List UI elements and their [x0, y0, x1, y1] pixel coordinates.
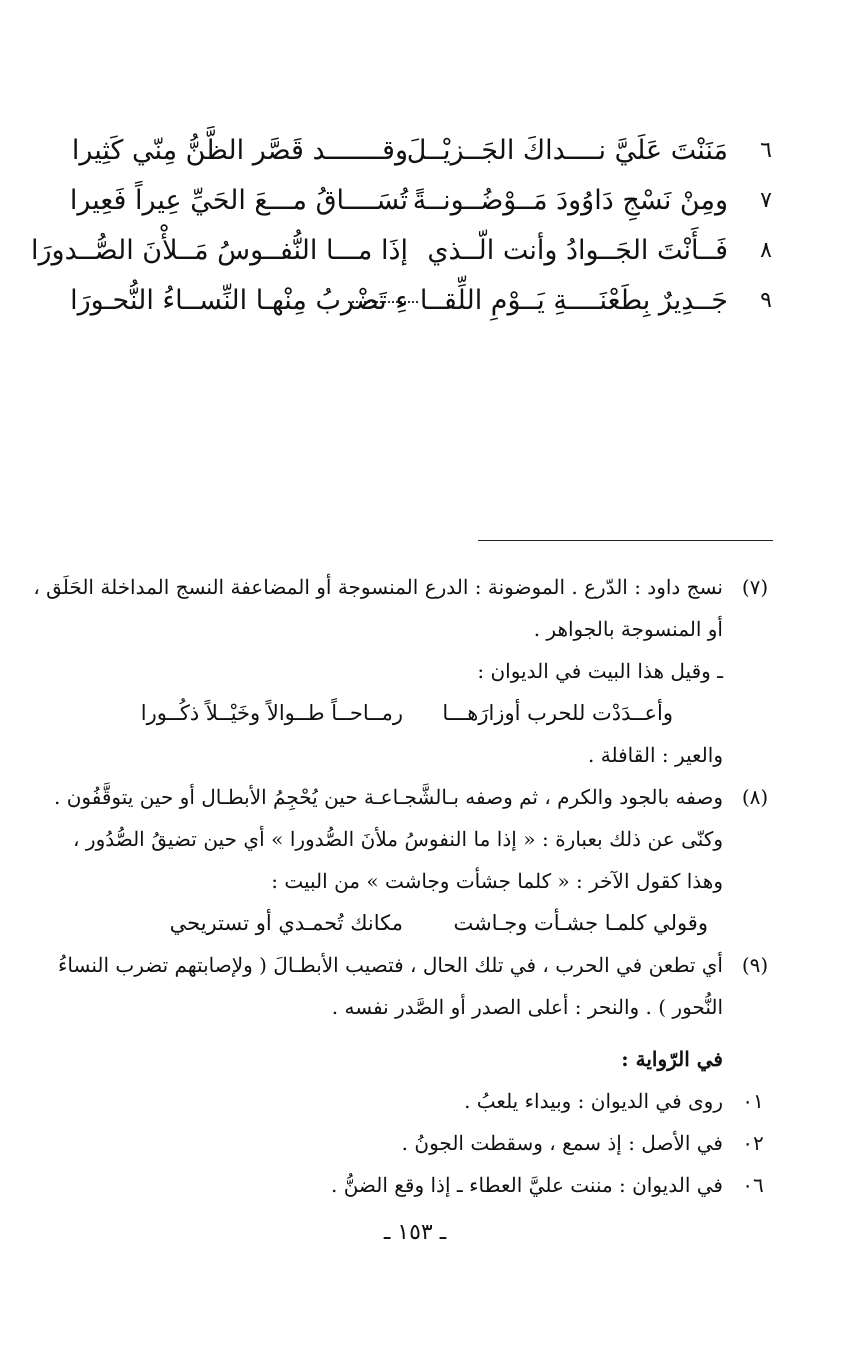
variant-item: [73, 1122, 773, 1164]
footnote-line: وهذا كقول الآخر : « كلما جشأت وجاشت » من البيت :: [271, 869, 723, 893]
verse-7: [69, 176, 778, 226]
verse-second-hemistich: تُسَــــاقُ مـــعَ الحَيِّ عِيراً فَعِيرا: [69, 185, 408, 216]
footnote-number: (٧): [741, 575, 769, 599]
variant-number: ٠٦: [742, 1173, 764, 1197]
quote-first-hemistich: وقولي كلمـا جشـأت وجـاشت: [453, 911, 708, 935]
variant-number: ٠١: [742, 1089, 764, 1113]
verse-first-hemistich: مَنَنْتَ عَلَيَّ نــــداكَ الجَــزيْــلَ: [406, 135, 728, 166]
verse-number: ٦: [760, 138, 772, 163]
variants-heading: في الرّواية :: [621, 1047, 723, 1071]
footnote-9: [58, 944, 773, 1028]
verse-second-hemistich: ءِ تَضْربُ مِنْهـا النِّســاءُ النُّحـورَا: [70, 285, 408, 316]
variants-section: [73, 1038, 773, 1206]
variant-text: في الديوان : مننت عليَّ العطاء ـ إذا وقع الضنُّ .: [330, 1173, 723, 1197]
footnote-line: نسج داود : الدّرع . الموضونة : الدرع المنسوجة أو المضاعفة النسج المداخلة الحَلَق ،: [33, 575, 723, 599]
verse-number: ٨: [760, 238, 772, 263]
variant-text: روى في الديوان : وبيداء يلعبُ .: [464, 1089, 723, 1113]
variant-item: [73, 1080, 773, 1122]
footnote-line: وصفه بالجود والكرم ، ثم وصفه بـالشَّجـاعـة حين يُحْجِمُ الأبطـال أو حين يتوقَّفُون .: [53, 785, 723, 809]
verse-8: [31, 226, 778, 276]
verse-6: [71, 126, 778, 176]
footnote-line: ـ وقيل هذا البيت في الديوان :: [477, 659, 723, 683]
footnotes: [33, 566, 773, 1028]
verse-number: ٧: [760, 188, 772, 213]
footnote-number: (٩): [741, 953, 769, 977]
verse-first-hemistich: فَــأَنْتَ الجَــوادُ وأنت الّــذي: [427, 235, 728, 266]
footnote-line: أو المنسوجة بالجواهر .: [533, 617, 723, 641]
poem: [31, 126, 778, 326]
footnote-line: النُّحور ) . والنحر : أعلى الصدر أو الصَّدر نفسه .: [331, 995, 723, 1019]
variant-item: [73, 1164, 773, 1206]
verse-second-hemistich: إذَا مـــا النُّفــوسُ مَــلأْنَ الصُّــدورَا: [31, 235, 408, 266]
verse-second-hemistich: وقـــــــد قَصَّر الظَّنُّ مِنّي كَثِيرا: [71, 135, 408, 166]
verse-first-hemistich: [419, 276, 728, 326]
quote-first-hemistich: وأعــدَدْت للحرب أوزارَهـــا: [442, 701, 673, 725]
verse-number: ٩: [760, 288, 772, 313]
variant-text: في الأصل : إذ سمع ، وسقطت الجونُ .: [401, 1131, 723, 1155]
verse-9: [70, 276, 778, 326]
hemistich-text: جَــدِيرٌ بِطَعْنَــــةِ يَــوْمِ اللِّقــا: [419, 285, 728, 316]
footnote-number: (٨): [741, 785, 769, 809]
variant-number: ٠٢: [742, 1131, 764, 1155]
quoted-verse: [73, 692, 723, 734]
footnote-line: أي تطعن في الحرب ، في تلك الحال ، فتصيب الأبطـالَ ( ولإصابتهم تضرب النساءُ: [58, 953, 723, 977]
verse-first-hemistich: ومِنْ نَسْجِ دَاوُودَ مَــوْضُــونــةً: [412, 185, 728, 216]
footnote-line: وكنّى عن ذلك بعبارة : « إذا ما النفوسُ ملأنَ الصُّدورا » أي حين تضيقُ الصُّدُور ،: [73, 827, 723, 851]
quote-second-hemistich: مكانك تُحمـدي أو تستريحي: [169, 911, 403, 935]
footnote-separator: [478, 540, 773, 541]
footnote-line: والعير : القافلة .: [588, 743, 723, 767]
page-number: ـ ١٥٣ ـ: [383, 1220, 447, 1245]
footnote-8: [53, 776, 773, 944]
quoted-verse: [73, 902, 723, 944]
footnote-7: [33, 566, 773, 776]
quote-second-hemistich: رمــاحــاً طــوالاً وخَيْــلاً ذكُــورا: [140, 701, 403, 725]
